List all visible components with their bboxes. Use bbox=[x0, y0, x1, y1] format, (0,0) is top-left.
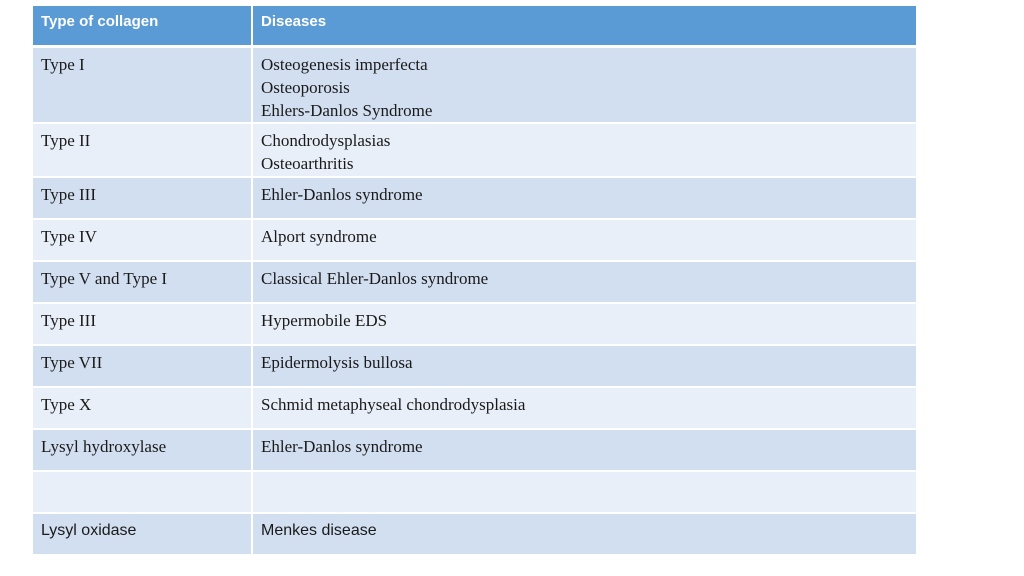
collagen-type-cell: Type X bbox=[33, 387, 252, 429]
collagen-type-cell: Type IV bbox=[33, 219, 252, 261]
diseases-cell bbox=[252, 219, 916, 261]
header-diseases: Diseases bbox=[252, 6, 916, 46]
disease-item: Osteoarthritis bbox=[261, 153, 354, 173]
collagen-type-cell: Lysyl oxidase bbox=[33, 513, 252, 555]
disease-item: Alport syndrome bbox=[261, 226, 377, 246]
disease-item: Classical Ehler-Danlos syndrome bbox=[261, 268, 489, 288]
diseases-cell bbox=[252, 177, 916, 219]
disease-item: Chondrodysplasias bbox=[261, 130, 391, 150]
table-row bbox=[33, 46, 916, 123]
table-row bbox=[33, 429, 916, 471]
diseases-cell bbox=[252, 345, 916, 387]
collagen-type-cell: Lysyl hydroxylase bbox=[33, 429, 252, 471]
table-row bbox=[33, 387, 916, 429]
disease-item: Schmid metaphyseal chondrodysplasia bbox=[261, 394, 526, 414]
diseases-cell bbox=[252, 429, 916, 471]
disease-item: Ehler-Danlos syndrome bbox=[261, 436, 423, 456]
table-row bbox=[33, 345, 916, 387]
table-row bbox=[33, 177, 916, 219]
diseases-cell bbox=[252, 123, 916, 177]
disease-item: Ehler-Danlos syndrome bbox=[261, 184, 423, 204]
disease-item: Ehlers-Danlos Syndrome bbox=[261, 100, 433, 120]
diseases-cell bbox=[252, 387, 916, 429]
diseases-cell bbox=[252, 513, 916, 555]
disease-item: Osteogenesis imperfecta bbox=[261, 54, 428, 74]
collagen-type-cell: Type VII bbox=[33, 345, 252, 387]
table-row bbox=[33, 261, 916, 303]
collagen-diseases-table bbox=[33, 6, 916, 556]
disease-item: Osteoporosis bbox=[261, 77, 350, 97]
table-row bbox=[33, 123, 916, 177]
table-row bbox=[33, 303, 916, 345]
collagen-type-cell: Type V and Type I bbox=[33, 261, 252, 303]
collagen-type-cell: Type I bbox=[33, 46, 252, 123]
collagen-type-cell bbox=[33, 471, 252, 513]
header-type-of-collagen: Type of collagen bbox=[33, 6, 252, 46]
collagen-type-cell: Type II bbox=[33, 123, 252, 177]
collagen-type-cell: Type III bbox=[33, 177, 252, 219]
table-row-empty bbox=[33, 471, 916, 513]
table-row bbox=[33, 219, 916, 261]
table-row bbox=[33, 513, 916, 555]
diseases-cell bbox=[252, 46, 916, 123]
collagen-type-cell: Type III bbox=[33, 303, 252, 345]
disease-item: Hypermobile EDS bbox=[261, 310, 388, 330]
table-header-row bbox=[33, 6, 916, 46]
disease-item: Menkes disease bbox=[261, 521, 377, 539]
diseases-cell bbox=[252, 303, 916, 345]
diseases-cell bbox=[252, 261, 916, 303]
diseases-cell bbox=[252, 471, 916, 513]
disease-item: Epidermolysis bullosa bbox=[261, 352, 413, 372]
